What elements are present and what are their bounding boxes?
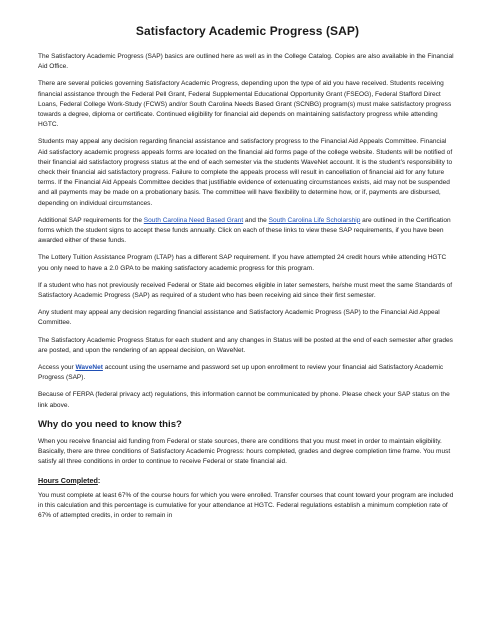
text-span: are outlined in the Certification forms which the student signs to accept these funds annually. Click on each of these links to view these SAP requirements, if you have been awarded either of these funds. (38, 216, 451, 245)
text-span: Additional SAP requirements for the (38, 216, 144, 224)
text-span: account using the username and password set up upon enrollment to review your financial aid Satisfactory Academic Progress (SAP). (38, 364, 444, 382)
additional-requirements-paragraph (38, 216, 457, 247)
subsection-heading-hours (38, 476, 457, 485)
sc-need-based-grant-link[interactable]: South Carolina Need Based Grant (143, 216, 244, 224)
page-title: Satisfactory Academic Progress (SAP) (135, 24, 360, 38)
section-heading-why: Why do you need to know this? (38, 418, 182, 430)
wavenet-access-paragraph (38, 363, 457, 383)
wavenet-link[interactable]: WaveNet (75, 364, 103, 372)
sc-life-scholarship-link[interactable]: South Carolina Life Scholarship (268, 216, 361, 224)
appeals-paragraph: Students may appeal any decision regarding financial assistance and satisfactory progress to the Financial Aid Appeals Committee. Financial Aid satisfactory academic progress appeals forms are located on the financial aid forms page of the college website. Students will be notified of their financial aid satisfactory progress status at the end of each semester via the students WaveNet account. It is the student’s responsibility to check their financial aid satisfactory progress. Failure to complete the appeals process will result in cancellation of financial aid for any future terms. If the Financial Aid Appeals Committee decides that justifiable evidence of extenuating circumstances exists, aid may not be suspended and all payments may be made on a probationary basis. The committee will have flexibility to determine how, or if, payments are disbursed, depending on individual circumstances. (38, 138, 453, 207)
hours-completed-heading: Hours Completed (38, 475, 98, 485)
heading-colon: : (97, 475, 101, 485)
intro-paragraph: The Satisfactory Academic Progress (SAP) basics are outlined here as well as in the College Catalog. Copies are also available in the Financial Aid Office. (38, 53, 454, 71)
new-eligibility-paragraph: If a student who has not previously received Federal or State aid becomes eligible in later semesters, he/she must meet the same Standards of Satisfactory Academic Progress (SAP) as required of a student who has been receiving aid since their first semester. (38, 281, 453, 300)
conditions-paragraph: When you receive financial aid funding from Federal or state sources, there are conditions that you must meet in order to maintain eligibility. Basically, there are three conditions of Satisfactory Academic Progress: hours completed, grades and degree completion time frame. You must satisfy all three conditions in order to continue to receive Federal or state financial aid. (38, 437, 451, 466)
ltap-paragraph: The Lottery Tuition Assistance Program (LTAP) has a different SAP requirement. If you have attempted 24 credit hours while attending HGTC you only need to have a 2.0 GPA to be making satisfactory academic progress for this program. (38, 254, 447, 272)
text-span: and the (243, 216, 269, 224)
ferpa-paragraph: Because of FERPA (federal privacy act) regulations, this information cannot be communicated by phone. Please check your SAP status on the link above. (38, 391, 450, 409)
status-paragraph: The Satisfactory Academic Progress Status for each student and any changes in Status will be posted at the end of each semester after grades are posted, and upon the rendering of an appeal decision, on WaveNet. (38, 336, 453, 354)
appeal-paragraph: Any student may appeal any decision regarding financial assistance and Satisfactory Academic Progress (SAP) to the Financial Aid Appeal Committee. (38, 309, 440, 327)
text-span: Access your (38, 364, 76, 372)
hours-paragraph: You must complete at least 67% of the course hours for which you were enrolled. Transfer courses that count toward your program are included in this calculation and this percentage is cumulative for your attendance at HGTC. Federal regulations establish a minimum completion rate of 67% of attempted credits, in order to remain in (38, 491, 454, 519)
policies-paragraph: There are several policies governing Satisfactory Academic Progress, depending upon the type of aid you have received. Students receiving financial assistance through the Federal Pell Grant, Federal Supplemental Educational Opportunity Grant (FSEOG), Federal Stafford Direct Loans, Federal College Work-Study (FCWS) and/or South Carolina Needs Based Grant (SCNBG) program(s) must make satisfactory progress towards a degree, diploma or certificate. Continued eligibility for financial aid depends on maintaining satisfactory progress while attending HGTC. (38, 80, 452, 129)
